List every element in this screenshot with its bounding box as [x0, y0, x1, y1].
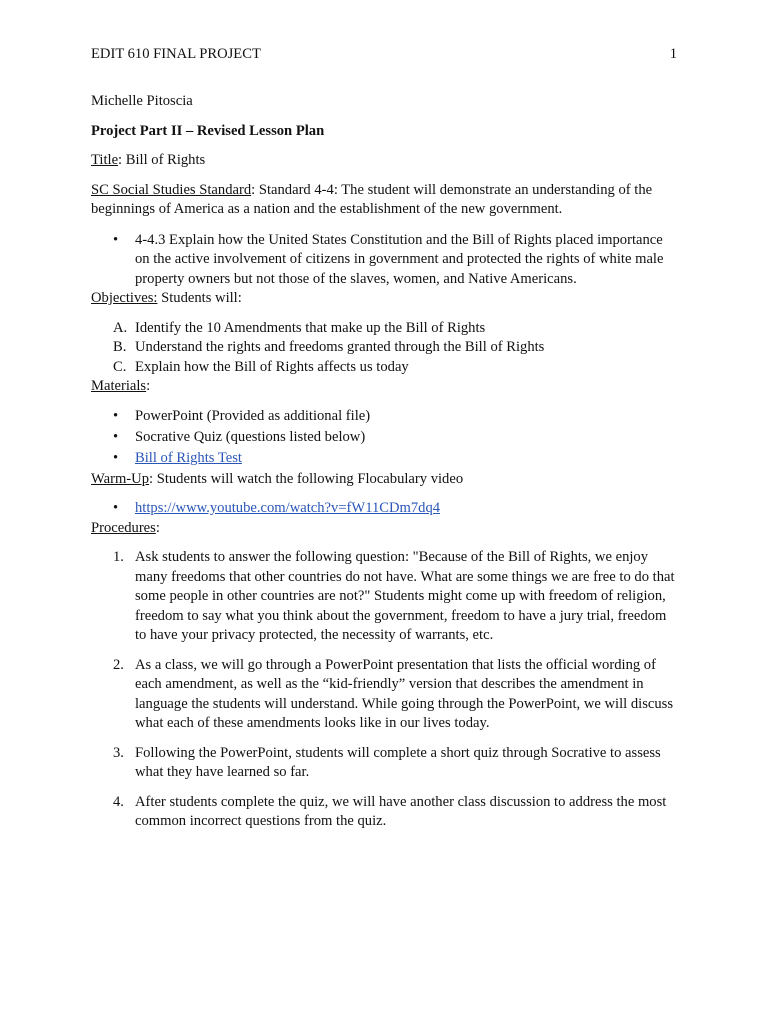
bullet-icon: • [113, 428, 119, 445]
objectives-list [91, 319, 677, 378]
materials-colon: : [146, 378, 151, 394]
bullet-icon: • [113, 231, 119, 248]
warmup-text: : Students will watch the following Flocabulary video [149, 470, 464, 487]
material-text: Socrative Quiz (questions listed below) [135, 428, 366, 445]
standard-paragraph [91, 181, 677, 220]
bullet-icon: • [113, 449, 119, 466]
list-marker: 4. [113, 793, 124, 810]
lesson-title [91, 151, 677, 171]
title-value: : Bill of Rights [118, 152, 206, 168]
author-name: Michelle Pitoscia [91, 93, 193, 109]
materials-list [91, 407, 677, 469]
objective-text: Identify the 10 Amendments that make up the Bill of Rights [135, 319, 486, 336]
list-item [91, 319, 677, 339]
list-item [91, 358, 677, 378]
list-item [91, 231, 677, 290]
warmup-paragraph [91, 470, 677, 490]
standard-text: : Standard 4-4: The student will demonstrate an understanding of the beginnings of America as a nation and the establishment of the new government. [91, 181, 653, 217]
material-text: PowerPoint (Provided as additional file) [135, 407, 371, 424]
materials-label: Materials [91, 378, 147, 394]
objective-text: Explain how the Bill of Rights affects us today [135, 358, 409, 375]
list-item [91, 499, 677, 519]
standard-bullet-list [91, 231, 677, 290]
procedures-heading [91, 519, 677, 539]
list-item [91, 338, 677, 358]
video-link-list [91, 499, 677, 519]
bullet-icon: • [113, 407, 119, 424]
objectives-heading [91, 289, 677, 309]
standard-bullet-text: 4-4.3 Explain how the United States Constitution and the Bill of Rights placed importance on the active involvement of citizens in government and protected the rights of white male property owners but not those of the slaves, women, and Native Americans. [135, 231, 664, 287]
list-marker: 1. [113, 549, 124, 565]
bill-of-rights-test-link[interactable]: Bill of Rights Test [135, 449, 242, 466]
procedures-label: Procedures [91, 519, 156, 536]
procedures-colon: : [155, 519, 160, 536]
standard-label: SC Social Studies Standard [91, 181, 252, 198]
list-marker: 2. [113, 656, 124, 673]
procedure-text: Ask students to answer the following question: "Because of the Bill of Rights, we enjoy many freedoms that other countries do not have. What are some things we are free to do that some people in other countries are not?" Students might come up with freedom of religion, freedom to say what you think about the government, freedom to have a jury trial, freedom to have your privacy protected, the necessity of warrants, etc. [135, 549, 675, 643]
list-marker: C. [113, 358, 127, 375]
document-body [91, 92, 677, 842]
objectives-intro: Students will: [157, 290, 242, 306]
materials-heading [91, 377, 677, 397]
procedure-text: Following the PowerPoint, students will complete a short quiz through Socrative to assess what they have learned so far. [135, 744, 661, 780]
list-item [91, 548, 677, 646]
objectives-label: Objectives: [91, 290, 158, 306]
list-marker: B. [113, 339, 127, 355]
running-head: EDIT 610 FINAL PROJECT [91, 46, 261, 62]
page-header [91, 45, 677, 65]
list-item [91, 793, 677, 832]
list-item [91, 656, 677, 734]
objective-text: Understand the rights and freedoms granted through the Bill of Rights [135, 339, 545, 355]
warmup-label: Warm-Up [91, 470, 149, 487]
list-item [91, 407, 677, 427]
youtube-video-link[interactable]: https://www.youtube.com/watch?v=fW11CDm7dq4 [135, 500, 441, 516]
page-number: 1 [669, 46, 677, 62]
procedures-list [91, 548, 677, 832]
list-item [91, 428, 677, 448]
list-marker: 3. [113, 744, 124, 761]
project-title: Project Part II – Revised Lesson Plan [91, 122, 325, 139]
list-item [91, 449, 677, 469]
title-label: Title [91, 152, 119, 168]
list-item [91, 744, 677, 783]
bullet-icon: • [113, 500, 119, 516]
procedure-text: As a class, we will go through a PowerPoint presentation that lists the official wording of each amendment, as well as the “kid-friendly” version that describes the amendment in language the students will understand. While going through the PowerPoint, we will discuss what each of these amendments looks like in our lives today. [135, 656, 674, 731]
procedure-text: After students complete the quiz, we will have another class discussion to address the most common incorrect questions from the quiz. [135, 793, 667, 829]
list-marker: A. [113, 319, 128, 336]
